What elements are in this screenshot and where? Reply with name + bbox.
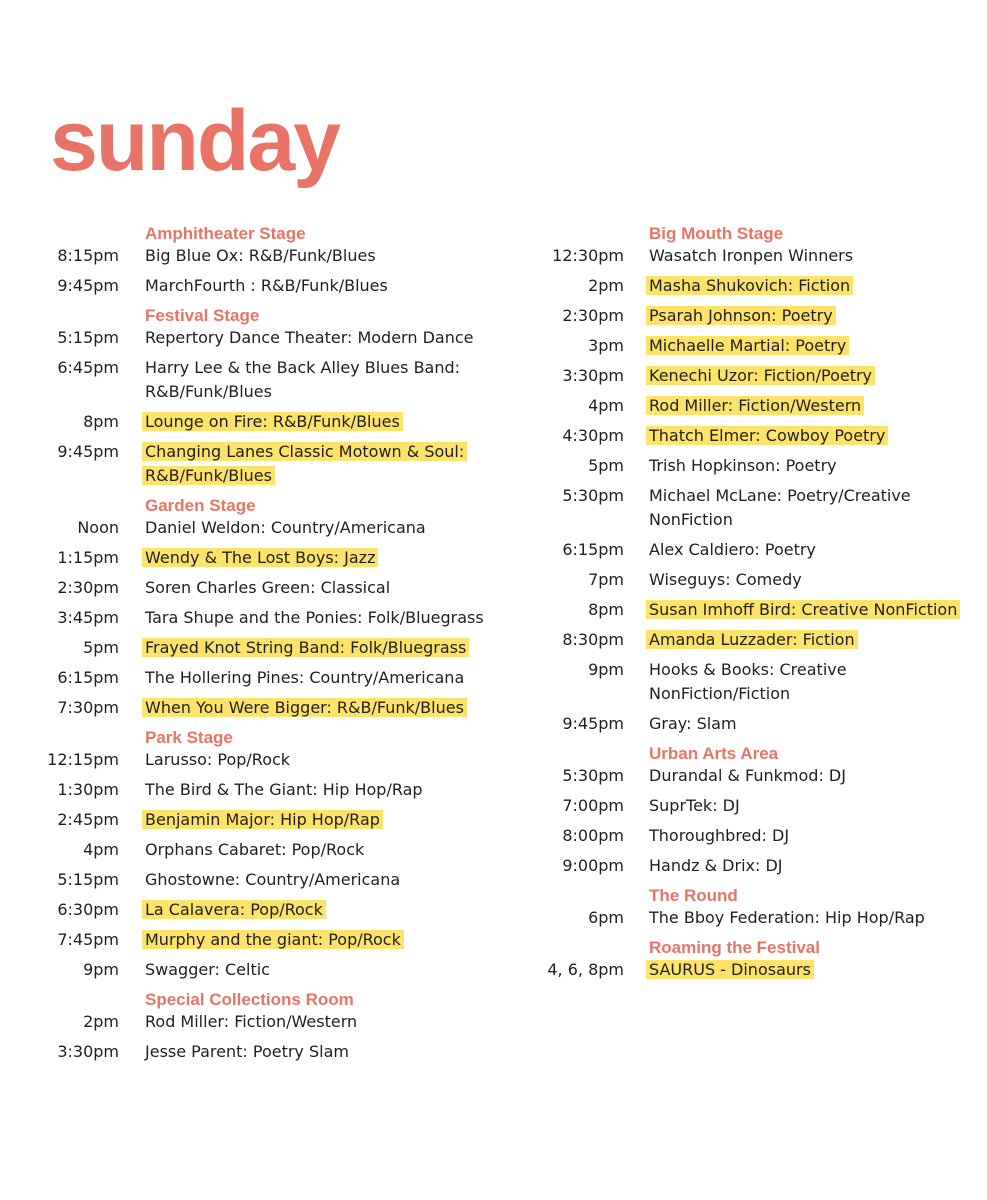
event-act-wrapper xyxy=(145,576,530,600)
event-time: 1:30pm xyxy=(57,780,119,799)
event-time: 3:45pm xyxy=(57,608,119,627)
event-time: 1:15pm xyxy=(57,548,119,567)
event-act: Handz & Drix: DJ xyxy=(649,856,783,875)
schedule-row xyxy=(530,598,987,622)
event-act-highlighted: When You Were Bigger: R&B/Funk/Blues xyxy=(142,698,467,717)
event-act-highlighted: Rod Miller: Fiction/Western xyxy=(646,396,864,415)
schedule-row xyxy=(530,538,987,562)
stage-section-amphitheater-stage xyxy=(0,224,530,298)
event-time: 8:15pm xyxy=(57,246,119,265)
event-act: Jesse Parent: Poetry Slam xyxy=(145,1042,349,1061)
schedule-row xyxy=(530,568,987,592)
schedule-row xyxy=(530,764,987,788)
schedule-row xyxy=(0,576,530,600)
event-act-wrapper xyxy=(145,666,530,690)
event-act: Daniel Weldon: Country/Americana xyxy=(145,518,426,537)
event-act-wrapper xyxy=(649,364,979,388)
stage-heading: Park Stage xyxy=(145,728,233,747)
stage-section-the-round xyxy=(530,886,987,930)
event-act-wrapper xyxy=(649,712,979,736)
event-act: MarchFourth : R&B/Funk/Blues xyxy=(145,276,388,295)
event-time: 9pm xyxy=(588,660,624,679)
event-act-wrapper xyxy=(145,546,530,570)
event-act: Repertory Dance Theater: Modern Dance xyxy=(145,328,474,347)
event-act: Orphans Cabaret: Pop/Rock xyxy=(145,840,365,859)
schedule-row xyxy=(530,304,987,328)
event-act-wrapper xyxy=(649,824,979,848)
event-act-wrapper xyxy=(145,838,530,862)
event-act: Larusso: Pop/Rock xyxy=(145,750,291,769)
schedule-row xyxy=(0,778,530,802)
schedule-row xyxy=(0,958,530,982)
event-act: Michael McLane: Poetry/Creative NonFiction xyxy=(649,486,911,529)
event-act: The Bboy Federation: Hip Hop/Rap xyxy=(649,908,925,927)
event-time: 6:15pm xyxy=(57,668,119,687)
page-title: sunday xyxy=(50,93,340,189)
event-act-highlighted: Changing Lanes Classic Motown & Soul: R&B/Funk/Blues xyxy=(142,442,467,485)
schedule-row xyxy=(530,712,987,736)
schedule-row xyxy=(0,808,530,832)
schedule-row xyxy=(0,326,530,350)
event-time: 7pm xyxy=(588,570,624,589)
schedule-row xyxy=(0,606,530,630)
event-act: Gray: Slam xyxy=(649,714,737,733)
event-act-wrapper xyxy=(145,606,530,630)
event-time: 6pm xyxy=(588,908,624,927)
event-act: Wasatch Ironpen Winners xyxy=(649,246,854,265)
right-schedule-column xyxy=(530,224,987,990)
event-time: 4pm xyxy=(588,396,624,415)
stage-heading: Roaming the Festival xyxy=(649,938,820,957)
event-act-wrapper xyxy=(145,868,530,892)
event-act-wrapper xyxy=(649,906,979,930)
event-time: 2pm xyxy=(588,276,624,295)
event-time: 9:45pm xyxy=(57,442,119,461)
event-act-wrapper xyxy=(649,598,979,622)
event-act: Rod Miller: Fiction/Western xyxy=(145,1012,358,1031)
stage-section-park-stage xyxy=(0,728,530,982)
event-act-wrapper xyxy=(145,1010,530,1034)
event-act-wrapper xyxy=(145,696,530,720)
event-time: 9pm xyxy=(83,960,119,979)
stage-heading: Urban Arts Area xyxy=(649,744,779,763)
event-act: Trish Hopkinson: Poetry xyxy=(649,456,837,475)
event-act: Thoroughbred: DJ xyxy=(649,826,790,845)
stage-section-urban-arts-area xyxy=(530,744,987,878)
event-time: 2pm xyxy=(83,1012,119,1031)
event-act-highlighted: Amanda Luzzader: Fiction xyxy=(646,630,858,649)
event-act-wrapper xyxy=(649,764,979,788)
event-time: 6:15pm xyxy=(562,540,624,559)
event-time: Noon xyxy=(77,518,119,537)
event-time: 4:30pm xyxy=(562,426,624,445)
event-time: 8:30pm xyxy=(562,630,624,649)
event-time: 6:45pm xyxy=(57,358,119,377)
event-act-wrapper xyxy=(649,484,979,532)
schedule-row xyxy=(0,868,530,892)
event-act-wrapper xyxy=(145,778,530,802)
event-act-wrapper xyxy=(145,516,530,540)
event-act-wrapper xyxy=(649,794,979,818)
event-act-highlighted: Psarah Johnson: Poetry xyxy=(646,306,836,325)
event-time: 2:45pm xyxy=(57,810,119,829)
event-act-wrapper xyxy=(649,424,979,448)
event-act-highlighted: Benjamin Major: Hip Hop/Rap xyxy=(142,810,383,829)
schedule-row xyxy=(0,696,530,720)
event-act-wrapper xyxy=(649,628,979,652)
schedule-row xyxy=(530,794,987,818)
event-time: 9:45pm xyxy=(562,714,624,733)
event-time: 7:00pm xyxy=(562,796,624,815)
event-act: Alex Caldiero: Poetry xyxy=(649,540,816,559)
event-act-highlighted: La Calavera: Pop/Rock xyxy=(142,900,326,919)
event-act: Soren Charles Green: Classical xyxy=(145,578,391,597)
event-act-highlighted: Murphy and the giant: Pop/Rock xyxy=(142,930,404,949)
stage-heading: The Round xyxy=(649,886,738,905)
event-act: The Bird & The Giant: Hip Hop/Rap xyxy=(145,780,423,799)
schedule-row xyxy=(0,274,530,298)
schedule-row xyxy=(530,484,987,532)
event-act-wrapper xyxy=(649,658,979,706)
event-act-wrapper xyxy=(649,244,979,268)
event-act-highlighted: SAURUS - Dinosaurs xyxy=(646,960,814,979)
schedule-row xyxy=(530,274,987,298)
event-act-wrapper xyxy=(649,958,979,982)
event-time: 9:45pm xyxy=(57,276,119,295)
event-act-wrapper xyxy=(145,928,530,952)
event-act: Ghostowne: Country/Americana xyxy=(145,870,401,889)
schedule-row xyxy=(530,628,987,652)
event-act-highlighted: Frayed Knot String Band: Folk/Bluegrass xyxy=(142,638,469,657)
event-act-highlighted: Thatch Elmer: Cowboy Poetry xyxy=(646,426,888,445)
event-time: 5:15pm xyxy=(57,328,119,347)
event-time: 5:15pm xyxy=(57,870,119,889)
event-act: SuprTek: DJ xyxy=(649,796,740,815)
event-act-wrapper xyxy=(145,1040,530,1064)
event-act: Harry Lee & the Back Alley Blues Band: R&B/Funk/Blues xyxy=(145,358,461,401)
stage-section-big-mouth-stage xyxy=(530,224,987,736)
event-time: 5:30pm xyxy=(562,766,624,785)
event-time: 7:30pm xyxy=(57,698,119,717)
event-time: 6:30pm xyxy=(57,900,119,919)
event-time: 4pm xyxy=(83,840,119,859)
schedule-row xyxy=(530,394,987,418)
event-time: 8:00pm xyxy=(562,826,624,845)
schedule-row xyxy=(0,748,530,772)
event-time: 8pm xyxy=(83,412,119,431)
schedule-row xyxy=(530,244,987,268)
event-act-highlighted: Wendy & The Lost Boys: Jazz xyxy=(142,548,378,567)
stage-heading: Special Collections Room xyxy=(145,990,354,1009)
schedule-row xyxy=(530,854,987,878)
event-time: 5pm xyxy=(588,456,624,475)
event-act-wrapper xyxy=(145,958,530,982)
event-act: The Hollering Pines: Country/Americana xyxy=(145,668,465,687)
schedule-row xyxy=(530,824,987,848)
schedule-row xyxy=(0,410,530,434)
event-time: 3pm xyxy=(588,336,624,355)
event-act-wrapper xyxy=(145,356,530,404)
event-time: 7:45pm xyxy=(57,930,119,949)
event-act-wrapper xyxy=(145,636,530,660)
event-act: Swagger: Celtic xyxy=(145,960,270,979)
event-act-wrapper xyxy=(649,274,979,298)
schedule-row xyxy=(0,244,530,268)
left-schedule-column xyxy=(0,224,530,1072)
event-act-wrapper xyxy=(649,334,979,358)
schedule-row xyxy=(0,516,530,540)
stage-heading: Big Mouth Stage xyxy=(649,224,784,243)
event-act-wrapper xyxy=(145,748,530,772)
event-time: 5pm xyxy=(83,638,119,657)
schedule-row xyxy=(530,424,987,448)
event-time: 8pm xyxy=(588,600,624,619)
event-time: 12:30pm xyxy=(552,246,624,265)
event-act: Wiseguys: Comedy xyxy=(649,570,802,589)
event-time: 4, 6, 8pm xyxy=(547,960,624,979)
event-act-highlighted: Masha Shukovich: Fiction xyxy=(646,276,853,295)
schedule-row xyxy=(0,928,530,952)
event-act-wrapper xyxy=(145,808,530,832)
event-act-wrapper xyxy=(649,854,979,878)
event-time: 2:30pm xyxy=(562,306,624,325)
schedule-row xyxy=(0,898,530,922)
event-act-wrapper xyxy=(145,244,530,268)
event-time: 5:30pm xyxy=(562,486,624,505)
schedule-row xyxy=(0,838,530,862)
event-act-highlighted: Michaelle Martial: Poetry xyxy=(646,336,849,355)
schedule-row xyxy=(0,1040,530,1064)
schedule-row xyxy=(0,666,530,690)
event-act: Tara Shupe and the Ponies: Folk/Bluegrass xyxy=(145,608,484,627)
schedule-row xyxy=(530,364,987,388)
event-act: Big Blue Ox: R&B/Funk/Blues xyxy=(145,246,376,265)
event-act-highlighted: Susan Imhoff Bird: Creative NonFiction xyxy=(646,600,960,619)
schedule-row xyxy=(530,906,987,930)
schedule-row xyxy=(0,546,530,570)
schedule-row xyxy=(0,1010,530,1034)
event-act-wrapper xyxy=(145,274,530,298)
event-act-wrapper xyxy=(649,454,979,478)
schedule-row xyxy=(530,454,987,478)
schedule-row xyxy=(0,356,530,404)
event-time: 12:15pm xyxy=(47,750,119,769)
stage-heading: Garden Stage xyxy=(145,496,256,515)
stage-heading: Amphitheater Stage xyxy=(145,224,306,243)
schedule-row xyxy=(0,440,530,488)
stage-section-garden-stage xyxy=(0,496,530,720)
event-act-wrapper xyxy=(649,538,979,562)
stage-section-roaming-the-festival xyxy=(530,938,987,982)
stage-section-festival-stage xyxy=(0,306,530,488)
event-act: Durandal & Funkmod: DJ xyxy=(649,766,846,785)
event-act-wrapper xyxy=(145,440,530,488)
event-act-highlighted: Kenechi Uzor: Fiction/Poetry xyxy=(646,366,875,385)
event-act-wrapper xyxy=(649,568,979,592)
schedule-row xyxy=(530,958,987,982)
event-act-highlighted: Lounge on Fire: R&B/Funk/Blues xyxy=(142,412,403,431)
stage-heading: Festival Stage xyxy=(145,306,260,325)
event-time: 2:30pm xyxy=(57,578,119,597)
event-act-wrapper xyxy=(649,304,979,328)
stage-section-special-collections-room xyxy=(0,990,530,1064)
event-act-wrapper xyxy=(145,410,530,434)
event-time: 3:30pm xyxy=(562,366,624,385)
event-act-wrapper xyxy=(649,394,979,418)
event-act-wrapper xyxy=(145,898,530,922)
schedule-row xyxy=(530,334,987,358)
event-time: 3:30pm xyxy=(57,1042,119,1061)
event-act: Hooks & Books: Creative NonFiction/Fiction xyxy=(649,660,847,703)
event-act-wrapper xyxy=(145,326,530,350)
event-time: 9:00pm xyxy=(562,856,624,875)
schedule-row xyxy=(0,636,530,660)
schedule-row xyxy=(530,658,987,706)
